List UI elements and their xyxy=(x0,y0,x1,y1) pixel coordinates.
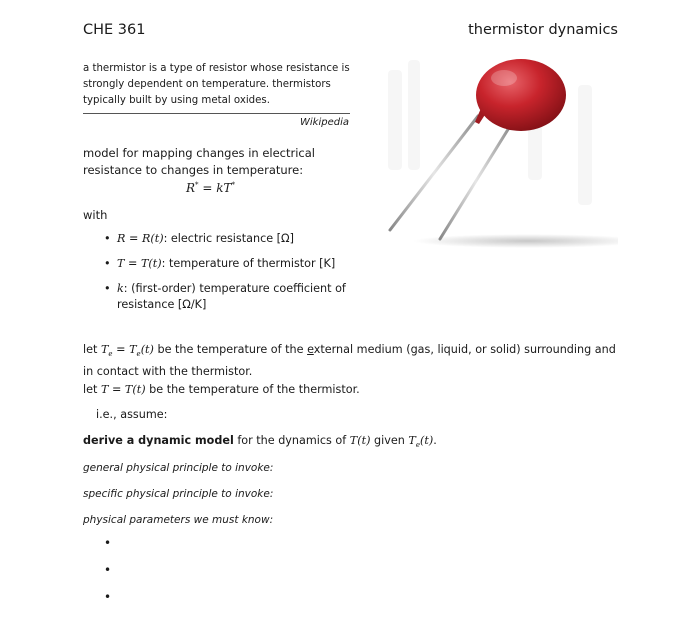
let1-mid: be the temperature of the xyxy=(153,343,308,356)
quote-source: Wikipedia xyxy=(300,117,349,128)
eq-equals: = xyxy=(198,181,217,195)
var-fn: T(t) xyxy=(140,257,162,270)
course-code: CHE 361 xyxy=(83,22,146,38)
quote-divider xyxy=(83,113,350,114)
eq-r: R xyxy=(186,181,196,195)
model-intro: model for mapping changes in electrical resistance to changes in temperature: xyxy=(83,146,315,177)
var-symbol: R xyxy=(117,232,126,245)
let-prefix: let xyxy=(83,343,101,356)
derive-end: . xyxy=(433,434,437,447)
let1-rest: xternal medium (gas, liquid, or solid) surrounding and in contact with the thermistor. xyxy=(83,343,616,379)
list-item: • xyxy=(104,563,112,577)
list-item: • xyxy=(104,590,112,604)
external-temp-definition xyxy=(83,341,623,380)
thermistor-photo xyxy=(378,40,618,255)
slide-topic: thermistor dynamics xyxy=(468,22,618,38)
var-symbol: k xyxy=(117,282,124,295)
var-eq: = xyxy=(125,232,142,245)
te-symbol: $T_e$ xyxy=(100,343,113,359)
external-underlined-letter: e xyxy=(307,343,314,356)
lead-wire-left xyxy=(390,116,478,230)
with-label: with xyxy=(83,208,108,222)
eq-t: T xyxy=(223,181,232,195)
eq-r-star: * xyxy=(195,181,199,189)
question-general-principle: general physical principle to invoke: xyxy=(83,462,274,474)
resistance-equation xyxy=(186,181,235,195)
variable-list xyxy=(104,231,364,322)
t-fn: T(t) xyxy=(124,383,146,396)
eq-k: k xyxy=(216,181,224,195)
t-symbol: T xyxy=(100,383,109,396)
derive-given: given xyxy=(370,434,409,447)
derive-t-fn: T(t) xyxy=(349,434,371,447)
empty-bullet-list xyxy=(104,537,111,618)
derive-task xyxy=(83,434,437,449)
list-item xyxy=(104,256,364,272)
te-eq: = xyxy=(112,343,130,356)
eq-t-star: * xyxy=(231,181,236,189)
var-desc: : (first-order) temperature coefficient of resistance [Ω/K] xyxy=(117,282,346,311)
var-symbol: T xyxy=(117,257,125,270)
question-specific-principle: specific physical principle to invoke: xyxy=(83,488,274,500)
list-item xyxy=(104,281,364,313)
var-desc: : electric resistance [Ω] xyxy=(163,232,294,245)
thermistor-temp-definition xyxy=(83,383,360,396)
derive-mid: for the dynamics of xyxy=(233,434,350,447)
disc-highlight xyxy=(491,70,517,86)
derive-te-fn: $T_e(t)$ xyxy=(408,434,434,450)
photo-shadow xyxy=(413,234,618,248)
question-parameters: physical parameters we must know: xyxy=(83,514,274,526)
list-item: • xyxy=(104,536,112,550)
lead-wire-right xyxy=(440,123,512,239)
var-fn: R(t) xyxy=(141,232,164,245)
var-eq: = xyxy=(124,257,141,270)
t-eq: = xyxy=(108,383,125,396)
list-item xyxy=(104,231,364,247)
var-desc: : temperature of thermistor [K] xyxy=(161,257,336,270)
thermistor-disc xyxy=(476,59,566,131)
te-fn: $T_e(t)$ xyxy=(129,343,154,359)
let-prefix: let xyxy=(83,383,101,396)
definition-quote: a thermistor is a type of resistor whose resistance is strongly dependent on temperature. thermistors typically built by using metal oxides. xyxy=(83,63,350,106)
derive-bold: derive a dynamic model xyxy=(83,434,234,447)
ie-assume: i.e., assume: xyxy=(96,408,168,421)
let2-suffix: be the temperature of the thermistor. xyxy=(145,383,360,396)
